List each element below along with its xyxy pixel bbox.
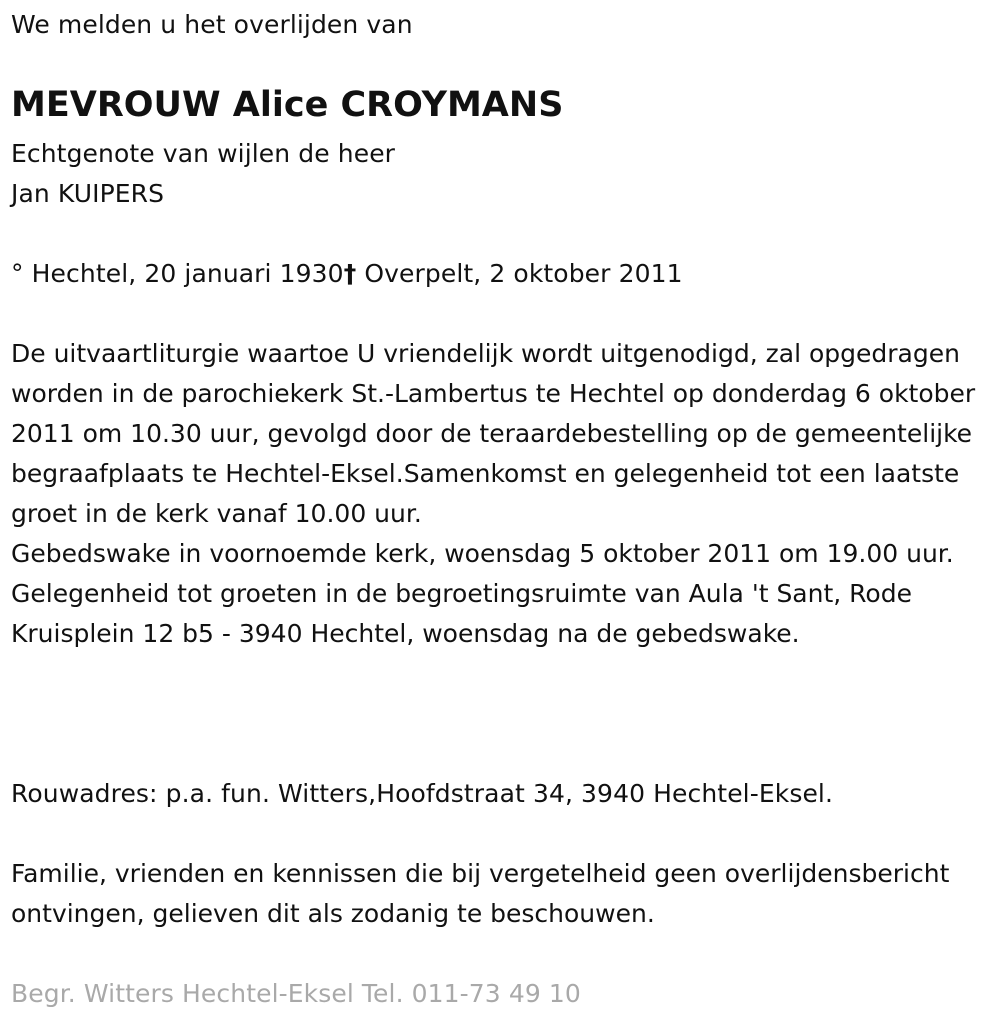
spouse-line-2: Jan KUIPERS: [11, 179, 165, 208]
death-date: Overpelt, 2 oktober 2011: [364, 259, 683, 288]
spouse-line-1: Echtgenote van wijlen de heer: [11, 139, 396, 168]
cross-icon: †: [343, 259, 357, 288]
deceased-name: MEVROUW Alice CROYMANS: [11, 85, 564, 125]
vigil-paragraph: Gebedswake in voornoemde kerk, woensdag 5 oktober 2011 om 19.00 uur.: [11, 539, 954, 568]
family-note: Familie, vrienden en kennissen die bij vergetelheid geen overlijdensbericht ontvingen, gelieven dit als zodanig te beschouwen.: [11, 859, 950, 928]
intro-text: We melden u het overlijden van: [11, 10, 413, 39]
condolence-paragraph: Gelegenheid tot groeten in de begroetingsruimte van Aula 't Sant, Rode Kruisplein 12 b5 - 3940 Hechtel, woensdag na de gebedswake.: [11, 579, 912, 648]
spouse-info: [11, 134, 395, 214]
mourning-address: Rouwadres: p.a. fun. Witters,Hoofdstraat 34, 3940 Hechtel-Eksel.: [11, 779, 834, 808]
ceremony-details: [11, 334, 986, 654]
birth-date: Hechtel, 20 januari 1930: [31, 259, 344, 288]
life-dates: [11, 254, 683, 294]
funeral-home-footer: Begr. Witters Hechtel-Eksel Tel. 011-73 49 10: [11, 979, 581, 1008]
birth-symbol: °: [11, 259, 24, 288]
funeral-paragraph: De uitvaartliturgie waartoe U vriendelijk wordt uitgenodigd, zal opgedragen worden in de parochiekerk St.-Lambertus te Hechtel op donderdag 6 oktober 2011 om 10.30 uur, gevolgd door de teraardebestelling op de gemeentelijke begraafplaats te Hechtel-Eksel.Samenkomst en gelegenheid tot een laatste groet in de kerk vanaf 10.00 uur.: [11, 339, 976, 528]
